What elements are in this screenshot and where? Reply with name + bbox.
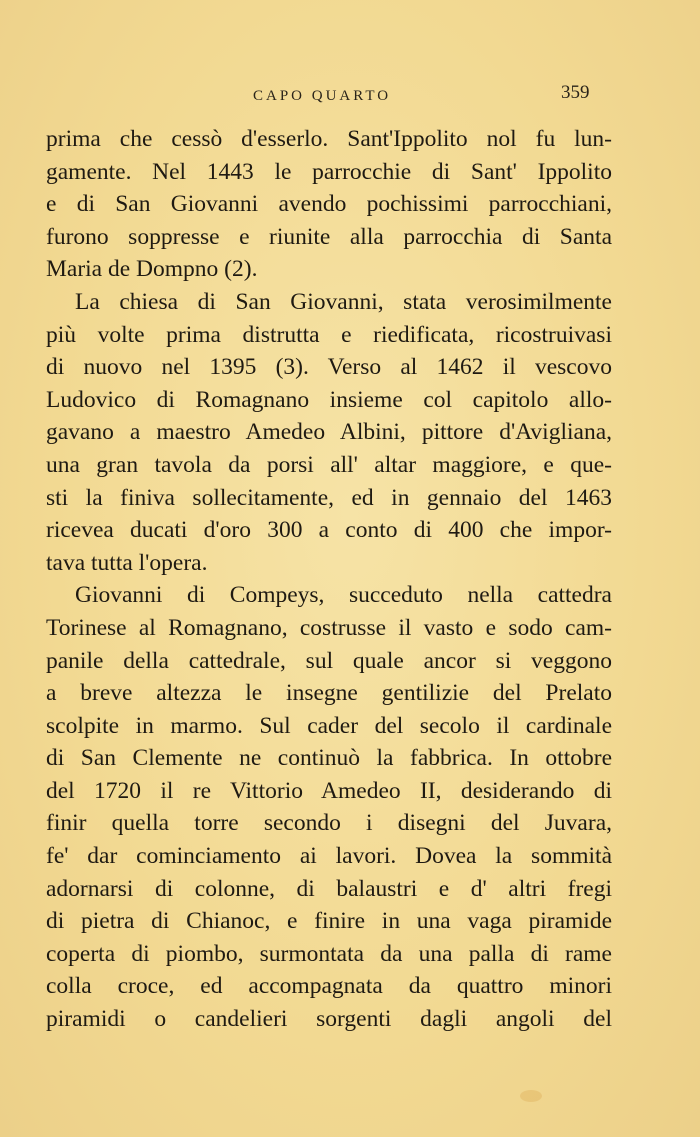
text-line: di pietra di Chianoc, e finire in una vaga piramide bbox=[46, 908, 612, 935]
text-line: di San Clemente ne continuò la fabbrica. In ottobre bbox=[46, 745, 612, 772]
text-line: coperta di piombo, surmontata da una palla di rame bbox=[46, 940, 612, 967]
text-line: finir quella torre secondo i disegni del Juvara, bbox=[46, 810, 612, 837]
text-line: una gran tavola da porsi all' altar maggiore, e que- bbox=[46, 451, 612, 478]
text-line: Torinese al Romagnano, costrusse il vasto e sodo cam- bbox=[46, 614, 612, 641]
text-line: fe' dar cominciamento ai lavori. Dovea la sommità bbox=[46, 843, 612, 870]
text-line: Maria de Dompno (2). bbox=[46, 256, 258, 283]
text-line: a breve altezza le insegne gentilizie del Prelato bbox=[46, 680, 612, 707]
text-line: adornarsi di colonne, di balaustri e d' altri fregi bbox=[46, 875, 612, 902]
text-line: più volte prima distrutta e riedificata, ricostruivasi bbox=[46, 321, 612, 348]
text-line: del 1720 il re Vittorio Amedeo II, desiderando di bbox=[46, 777, 612, 804]
text-line: panile della cattedrale, sul quale ancor si veggono bbox=[46, 647, 612, 674]
text-line: Ludovico di Romagnano insieme col capitolo allo- bbox=[46, 386, 612, 413]
text-line: tava tutta l'opera. bbox=[46, 549, 208, 576]
text-line: prima che cessò d'esserlo. Sant'Ippolito nol fu lun- bbox=[46, 126, 612, 152]
paper-stain bbox=[520, 1090, 542, 1102]
text-line: scolpite in marmo. Sul cader del secolo il cardinale bbox=[46, 712, 612, 739]
text-line: gavano a maestro Amedeo Albini, pittore d'Avigliana, bbox=[46, 419, 612, 446]
text-line: La chiesa di San Giovanni, stata verosimilmente bbox=[75, 288, 612, 315]
text-line: piramidi o candelieri sorgenti dagli angoli del bbox=[46, 1006, 612, 1033]
text-line: riceveа ducati d'oro 300 a conto di 400 che impor- bbox=[46, 517, 612, 544]
body-text bbox=[46, 123, 612, 1036]
running-head: CAPO QUARTO bbox=[253, 88, 392, 104]
page-number: 359 bbox=[561, 82, 590, 103]
text-line: colla croce, ed accompagnata da quattro minori bbox=[46, 973, 612, 1000]
text-line: e di San Giovanni avendo pochissimi parrocchiani, bbox=[46, 191, 612, 218]
text-line: di nuovo nel 1395 (3). Verso al 1462 il vescovo bbox=[46, 354, 612, 381]
text-line: sti la finiva sollecitamente, ed in gennaio del 1463 bbox=[46, 484, 612, 511]
text-line: Giovanni di Compeys, succeduto nella cattedra bbox=[75, 582, 612, 609]
text-line: furono soppresse e riunite alla parrocchia di Santa bbox=[46, 223, 612, 250]
text-line: gamente. Nel 1443 le parrocchie di Sant' Ippolito bbox=[46, 158, 612, 185]
